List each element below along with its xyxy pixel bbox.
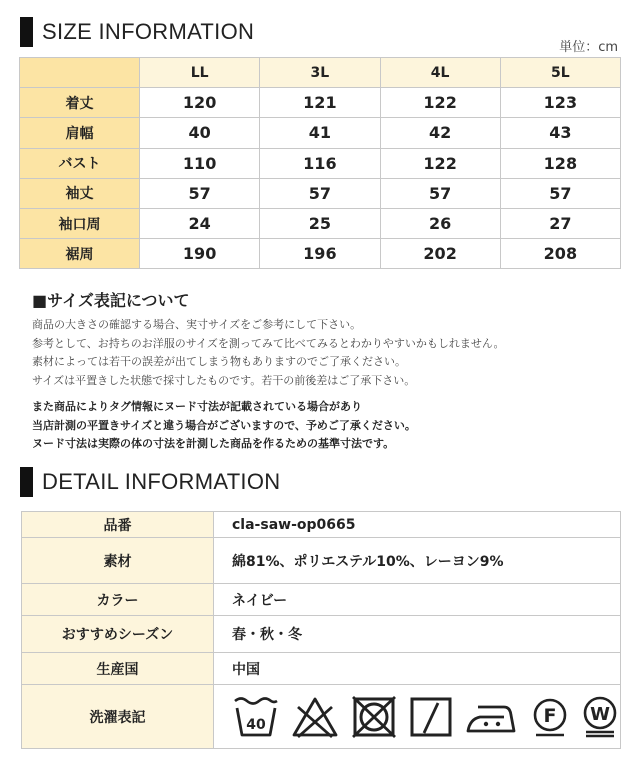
size-notes-heading: ■サイズ表記について (32, 291, 190, 310)
size-value: 121 (260, 88, 380, 118)
size-value: 196 (260, 239, 380, 269)
size-value: 57 (140, 178, 260, 208)
size-value: 27 (500, 208, 620, 238)
size-value: 208 (500, 239, 620, 269)
size-section-title (20, 17, 254, 47)
size-value: 25 (260, 208, 380, 238)
size-table (19, 57, 621, 269)
table-row (20, 148, 621, 178)
size-value: 122 (380, 88, 500, 118)
material-value: 綿81%、ポリエステル10%、レーヨン9% (214, 538, 621, 584)
size-notes (32, 316, 505, 390)
detail-table (21, 511, 621, 749)
iron-medium-icon (464, 695, 520, 739)
row-label: バスト (20, 148, 140, 178)
size-section-title-text: SIZE INFORMATION (42, 19, 255, 44)
wash-40-icon (232, 695, 280, 739)
note-line: また商品によりタグ情報にヌード寸法が記載されている場合があり (32, 400, 362, 413)
size-value: 122 (380, 148, 500, 178)
note-line: 素材によっては若干の誤差が出てしまう物もありますのでご了承ください。 (32, 355, 406, 368)
table-row (20, 88, 621, 118)
note-line: 商品の大きさの確認する場合、実寸サイズをご参考にして下さい。 (32, 318, 362, 331)
table-row (22, 584, 621, 616)
size-value: 57 (500, 178, 620, 208)
size-value: 26 (380, 208, 500, 238)
size-value: 128 (500, 148, 620, 178)
row-label: 着丈 (20, 88, 140, 118)
table-row (22, 685, 621, 749)
line-dry-icon (408, 695, 454, 739)
detail-label: 洗濯表記 (22, 685, 214, 749)
svg-text:W: W (590, 703, 610, 725)
season-value: 春・秋・冬 (214, 616, 621, 653)
size-value: 43 (500, 118, 620, 148)
wet-clean-w-icon (580, 695, 620, 739)
unit-label: 単位：cm (559, 40, 618, 55)
part-number-value: cla-saw-op0665 (214, 512, 621, 538)
size-value: 24 (140, 208, 260, 238)
detail-label: 生産国 (22, 653, 214, 685)
size-value: 202 (380, 239, 500, 269)
table-row (22, 538, 621, 584)
care-symbols-cell (214, 685, 621, 749)
size-value: 190 (140, 239, 260, 269)
row-label: 肩幅 (20, 118, 140, 148)
title-bar (20, 17, 33, 47)
table-row (22, 512, 621, 538)
detail-label: 素材 (22, 538, 214, 584)
note-line: 当店計測の平置きサイズと違う場合がございますので、予めご了承ください。 (32, 418, 416, 432)
detail-section-title (20, 467, 280, 497)
size-value: 116 (260, 148, 380, 178)
detail-label: 品番 (22, 512, 214, 538)
note-line: ヌード寸法は実際の体の寸法を計測した商品を作るための基準寸法です。 (32, 437, 395, 450)
detail-label: カラー (22, 584, 214, 616)
size-value: 120 (140, 88, 260, 118)
detail-label: おすすめシーズン (22, 616, 214, 653)
svg-text:40: 40 (246, 716, 266, 733)
table-row (22, 653, 621, 685)
size-col-header: 5L (500, 58, 620, 88)
size-col-header: 3L (260, 58, 380, 88)
dry-clean-f-icon (530, 695, 570, 739)
table-row (20, 178, 621, 208)
size-value: 42 (380, 118, 500, 148)
table-row (20, 118, 621, 148)
no-tumble-dry-icon (350, 695, 398, 739)
size-col-header: LL (140, 58, 260, 88)
nude-size-notes (32, 398, 416, 454)
care-symbols (232, 695, 620, 739)
size-header-row (20, 58, 621, 88)
color-value: ネイビー (214, 584, 621, 616)
size-value: 41 (260, 118, 380, 148)
size-value: 57 (260, 178, 380, 208)
table-row (20, 239, 621, 269)
row-label: 袖口周 (20, 208, 140, 238)
table-row (20, 208, 621, 238)
size-value: 123 (500, 88, 620, 118)
size-corner-cell (20, 58, 140, 88)
row-label: 袖丈 (20, 178, 140, 208)
detail-section-title-text: DETAIL INFORMATION (42, 469, 281, 494)
size-value: 110 (140, 148, 260, 178)
note-line: サイズは平置きした状態で採寸したものです。若干の前後差はご了承下さい。 (32, 373, 416, 387)
origin-value: 中国 (214, 653, 621, 685)
title-bar (20, 467, 33, 497)
size-col-header: 4L (380, 58, 500, 88)
no-bleach-icon (290, 695, 340, 739)
size-value: 40 (140, 118, 260, 148)
table-row (22, 616, 621, 653)
row-label: 裾周 (20, 239, 140, 269)
size-value: 57 (380, 178, 500, 208)
note-line: 参考として、お持ちのお洋服のサイズを測ってみて比べてみるとわかりやすいかもしれません。 (32, 336, 505, 350)
svg-text:F: F (543, 704, 557, 727)
